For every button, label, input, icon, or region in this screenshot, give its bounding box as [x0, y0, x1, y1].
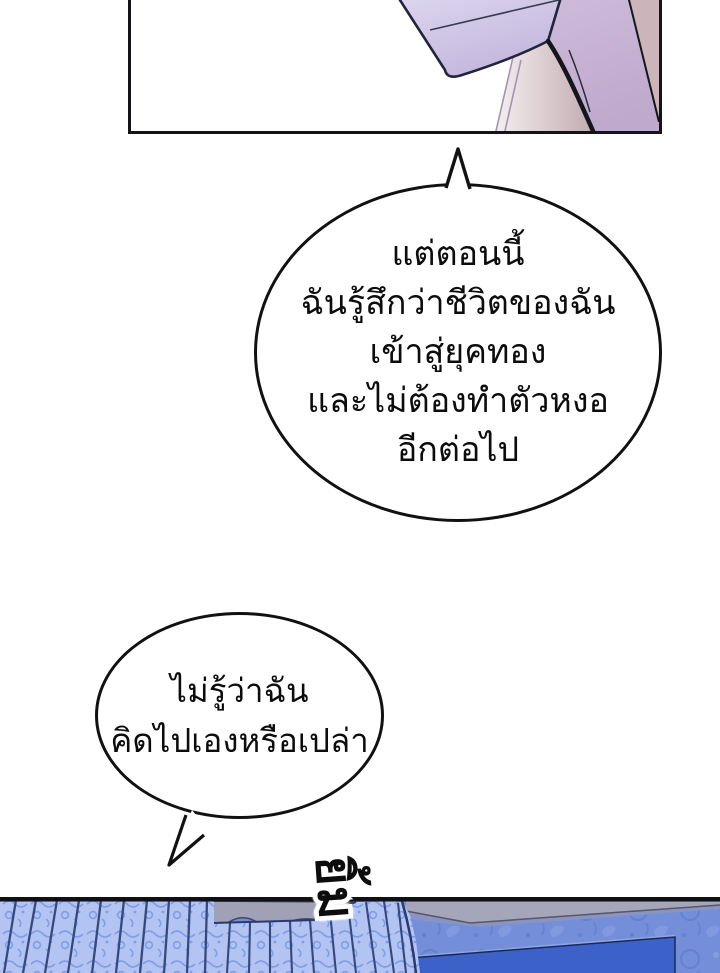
bubble-2-text: [110, 666, 369, 766]
bubble-2-line: ไม่รู้ว่าฉัน: [170, 671, 309, 709]
panel-closeup: [128, 0, 662, 134]
bubble-1-tail: [438, 143, 480, 195]
bubble-1-line: เข้าสู่ยุคทอง: [369, 333, 547, 371]
sfx-wrap: [299, 831, 371, 945]
bubble-1-line: อีกต่อไป: [396, 431, 520, 469]
bubble-1-line: และไม่ต้องทำตัวหงอ: [307, 382, 609, 420]
bubble-1-line: ฉันรู้สึกว่าชีวิตของฉัน: [300, 284, 616, 322]
speech-bubble-2: [95, 612, 384, 819]
closeup-artwork: [131, 0, 659, 131]
bubble-1-text: [300, 230, 615, 475]
bubble-2-line: คิดไปเองหรือเปล่า: [110, 721, 369, 759]
sfx-smile-text: ยิ้ม ยิ้ม: [299, 831, 371, 945]
speech-bubble-1: [254, 183, 662, 522]
bubble-2-tail: [158, 808, 214, 872]
bubble-1-line: แต่ตอนนี้: [391, 235, 525, 273]
